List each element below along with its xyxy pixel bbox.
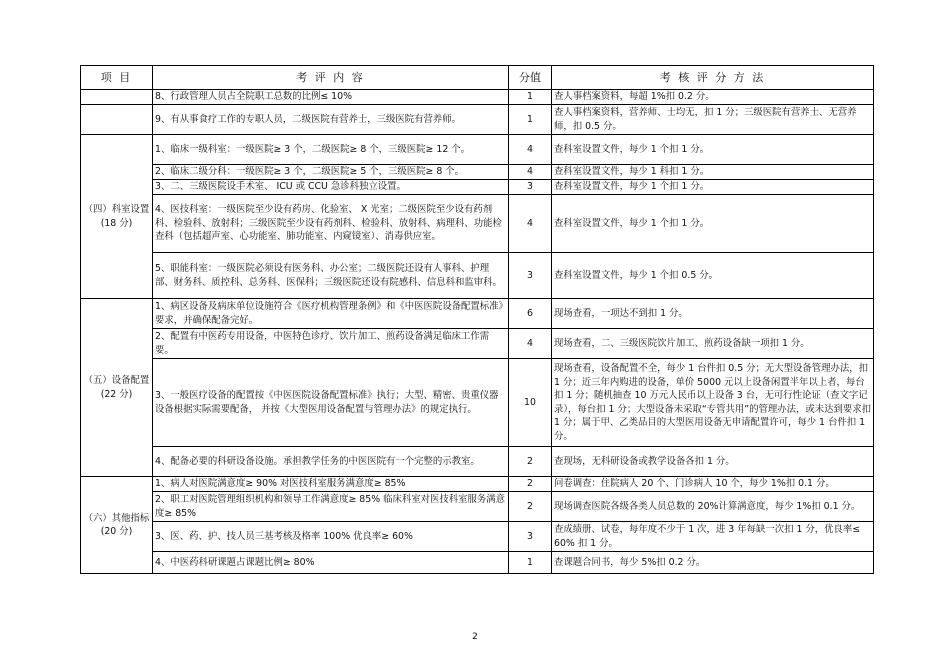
method-cell: 查科室设置文件，每少 1 个扣 1 分。 [552,135,874,165]
table-row [81,105,874,135]
method-cell: 查科室设置文件，每少 1 科扣 1 分。 [552,165,874,180]
score-cell: 1 [509,552,552,574]
method-cell: 查现场，无科研设备或教学设备各扣 1 分。 [552,447,874,477]
method-cell: 查课题合同书，每少 5%扣 0.2 分。 [552,552,874,574]
content-cell: 3、二、三级医院设手术室、 ICU 或 CCU 急诊科独立设置。 [153,180,509,195]
score-cell: 4 [509,329,552,359]
table-row [81,180,874,195]
evaluation-table [80,65,874,574]
content-cell: 4、配备必要的科研设备设施。承担教学任务的中医医院有一个完整的示教室。 [153,447,509,477]
content-cell: 2、临床二级分科：一级医院≥ 3 个，二级医院≥ 5 个，三级医院≥ 8 个。 [153,165,509,180]
header-row [81,66,874,90]
section-cell-empty [81,90,153,105]
header-content: 考 评 内 容 [153,66,509,90]
table-row [81,195,874,253]
page-number: 2 [472,632,478,642]
method-cell: 查科室设置文件，每少 1 个扣 0.5 分。 [552,253,874,299]
score-cell: 2 [509,477,552,492]
table-row [81,90,874,105]
method-cell: 现场查看，设备配置不全，每少 1 台件扣 0.5 分；无大型设备管理办法，扣 1 分；近三年内购进的设备，单价 5000 元以上设备闲置半年以上者，每台扣 1 分；随机抽查 10 万元人民币以上设备 3 台，无可行性论证（查文字记录），每台扣 1 分；大型设备未采取“专管共用”的管理办法，或未达到要求扣 1 分；属于甲、乙类品目的大型医用设备无申请配置许可，每少 1 台件扣 1 分。 [552,359,874,447]
score-cell: 1 [509,90,552,105]
section-cell-empty [81,105,153,135]
score-cell: 1 [509,105,552,135]
score-cell: 10 [509,359,552,447]
table-row [81,329,874,359]
table-row [81,552,874,574]
content-cell: 4、中医药科研课题占课题比例≥ 80% [153,552,509,574]
content-cell: 9、有从事食疗工作的专职人员，二级医院有营养士，三级医院有营养师。 [153,105,509,135]
table-row [81,492,874,522]
score-cell: 2 [509,492,552,522]
table-row [81,165,874,180]
table-row [81,477,874,492]
content-cell: 1、病区设备及病床单位设施符合《医疗机构管理条例》和《中医医院设备配置标准》要求，并确保配备完好。 [153,299,509,329]
method-cell: 问卷调查：住院病人 20 个、门诊病人 10 个，每少 1%扣 0.1 分。 [552,477,874,492]
score-cell: 3 [509,180,552,195]
section-label: （六）其他指标(20 分) [81,477,153,574]
content-cell: 1、临床一级科室：一级医院≥ 3 个，二级医院≥ 8 个，三级医院≥ 12 个。 [153,135,509,165]
content-cell: 2、配置有中医药专用设备，中医特色诊疗、饮片加工、煎药设备满足临床工作需要。 [153,329,509,359]
table-row [81,359,874,447]
score-cell: 4 [509,135,552,165]
section-label: （五）设备配置(22 分) [81,299,153,477]
header-method: 考 核 评 分 方 法 [552,66,874,90]
score-cell: 6 [509,299,552,329]
table-row [81,299,874,329]
score-cell: 3 [509,522,552,552]
content-cell: 2、职工对医院管理组织机构和领导工作满意度≥ 85% 临床科室对医技科室服务满意度≥ 85% [153,492,509,522]
method-cell: 查科室设置文件，每少 1 个扣 1 分。 [552,195,874,253]
header-item: 项 目 [81,66,153,90]
content-cell: 8、行政管理人员占全院职工总数的比例≤ 10% [153,90,509,105]
score-cell: 2 [509,447,552,477]
content-cell: 5、职能科室：一级医院必须设有医务科、办公室；二级医院还设有人事科、护理部、财务科、质控科、总务科、医保科；三级医院还设有院感科、信息科和监审科。 [153,253,509,299]
method-cell: 查人事档案资料，营养师、士均无，扣 1 分；三级医院有营养士、无营养师，扣 0.5 分。 [552,105,874,135]
method-cell: 查人事档案资料，每超 1%扣 0.2 分。 [552,90,874,105]
content-cell: 3、一般医疗设备的配置按《中医医院设备配置标准》执行；大型、精密、贵重仪器设备根据实际需要配备， 并按《大型医用设备配置与管理办法》的规定执行。 [153,359,509,447]
method-cell: 现场调查医院各级各类人员总数的 20%计算满意度，每少 1%扣 0.1 分。 [552,492,874,522]
score-cell: 4 [509,195,552,253]
header-score: 分值 [509,66,552,90]
table-row [81,447,874,477]
content-cell: 4、医技科室：一级医院至少设有药房、化验室、 X 光室；二级医院至少设有药剂科、检验科、放射科；三级医院至少设有药剂科、检验科、放射科、病理科、功能检查科（包括超声室、心功能室、肺功能室、内窥镜室）、消毒供应室。 [153,195,509,253]
method-cell: 现场查看，一项达不到扣 1 分。 [552,299,874,329]
method-cell: 查成绩册、试卷，每年度不少于 1 次，进 3 年每缺一次扣 1 分，优良率≤ 60% 扣 1 分。 [552,522,874,552]
table-row [81,522,874,552]
score-cell: 4 [509,165,552,180]
method-cell: 现场查看，二、三级医院饮片加工、煎药设备缺一项扣 1 分。 [552,329,874,359]
section-label: （四）科室设置(18 分) [81,135,153,299]
table-row [81,253,874,299]
score-cell: 3 [509,253,552,299]
table-row [81,135,874,165]
content-cell: 1、病人对医院满意度≥ 90% 对医技科室服务满意度≥ 85% [153,477,509,492]
method-cell: 查科室设置文件，每少 1 个扣 1 分。 [552,180,874,195]
content-cell: 3、医、药、护、技人员三基考核及格率 100% 优良率≥ 60% [153,522,509,552]
